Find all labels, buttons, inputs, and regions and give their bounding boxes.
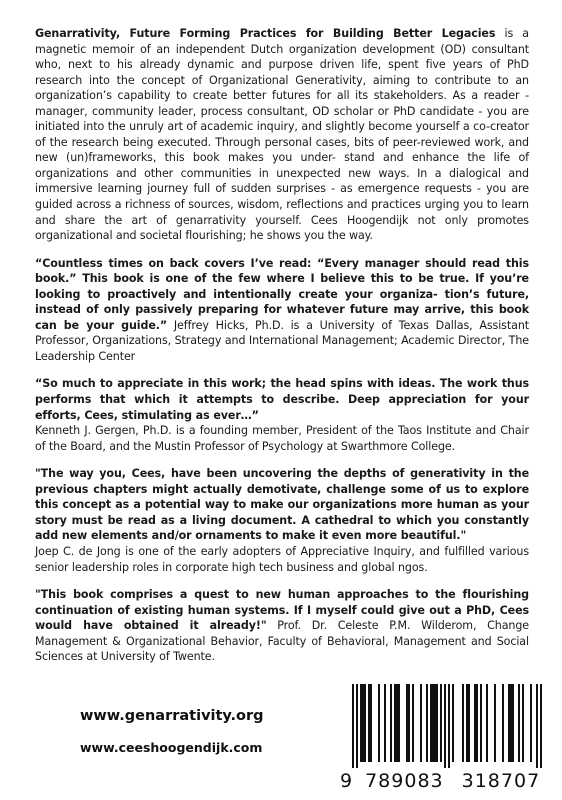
barcode-bar xyxy=(474,684,476,762)
barcode-bar xyxy=(476,684,478,762)
blurb-quote: "This book comprises a quest to new human approaches to the flourishing continuation of existing human systems. If I myself could give out a PhD, Cees would have obtained it already!" xyxy=(35,588,529,633)
barcode-bar xyxy=(522,684,524,762)
barcode-bar xyxy=(370,684,372,762)
barcode-bar xyxy=(356,684,358,768)
blurb-attribution: Prof. Dr. Celeste P.M. Wilderom, Change Management & Organizational Behavior, Faculty of Behavioral, Management and Social Sciences at University of Twente. xyxy=(35,619,529,664)
barcode-bar xyxy=(512,684,514,762)
barcode-bar xyxy=(406,684,408,762)
barcode-bar xyxy=(452,684,454,762)
barcode-bar xyxy=(448,684,450,768)
isbn-number xyxy=(340,770,560,792)
barcode-bar xyxy=(440,684,442,762)
isbn-group-2: 318707 xyxy=(461,770,541,792)
barcode-bar xyxy=(462,684,464,762)
blurb-attribution: Kenneth J. Gergen, Ph.D. is a founding member, President of the Taos Institute and Chair of the Board, and the Mustin Professor of Psychology at Swarthmore College. xyxy=(35,424,529,453)
barcode-bar xyxy=(530,684,532,762)
barcode-bar xyxy=(518,684,520,762)
intro-text: is a magnetic memoir of an independent Dutch organization development (OD) consultant who, next to his already dynamic and purpose driven life, spent five years of PhD research into the concept of Organizational Generativity, aiming to contribute to an organization’s capability to create better futures for all its stakeholders. As a reader - manager, community leader, process consultant, OD scholar or PhD candidate - you are initiated into the unruly art of academic inquiry, and slightly become yourself a co-creator of the research being executed. Through personal cases, bits of peer-reviewed work, and new (un)frameworks, this book makes you under- stand and enhance the life of organizations and other communities in unexpected new ways. In a dialogical and immersive learning journey full of sudden surprises - as emergence requests - you are guided across a richness of sources, wisdom, reflections and practices urging you to learn and share the art of genarrativity yourself. Cees Hoogendijk not only promotes organizational and societal flourishing; he shows you the way. xyxy=(35,27,529,243)
barcode-bar xyxy=(396,684,398,762)
barcode-bar xyxy=(360,684,362,762)
barcode-bar xyxy=(468,684,470,762)
barcode-bar xyxy=(502,684,504,762)
author-website-link[interactable]: www.ceeshoogendijk.com xyxy=(80,740,263,755)
barcode-bar xyxy=(432,684,434,762)
website-link[interactable]: www.genarrativity.org xyxy=(80,708,264,724)
blurb-dejong xyxy=(35,466,529,575)
barcode-bar xyxy=(364,684,366,762)
barcode-bar xyxy=(398,684,400,762)
barcode-bar xyxy=(412,684,414,762)
book-title: Genarrativity, Future Forming Practices for Building Better Legacies xyxy=(35,27,496,40)
barcode-bar xyxy=(394,684,396,762)
barcode-bar xyxy=(426,684,428,762)
blurb-wilderom xyxy=(35,587,529,665)
isbn-group-1: 789083 xyxy=(365,770,444,792)
blurb-attribution: Joep C. de Jong is one of the early adopters of Appreciative Inquiry, and fulfilled various senior leadership roles in corporate high tech business and global ngos. xyxy=(35,544,529,574)
barcode-bar xyxy=(466,684,468,762)
intro-paragraph xyxy=(35,26,529,244)
barcode-bar xyxy=(352,684,354,768)
barcode-bars xyxy=(338,684,560,768)
barcode-bar xyxy=(390,684,392,762)
barcode-bar xyxy=(384,684,386,762)
barcode-bar xyxy=(486,684,488,762)
barcode-bar xyxy=(420,684,422,762)
blurb-quote: “Countless times on back covers I’ve read: “Every manager should read this book.” This book is one of the few where I believe this to be true. If you’re looking to proactively and intentionally create your organiza- tion’s future, instead of only passively preparing for whatever future may arrive, this book can be your guide.” xyxy=(35,256,529,332)
isbn-lead-digit: 9 xyxy=(340,770,354,792)
barcode-bar xyxy=(536,684,538,768)
barcode-bar xyxy=(434,684,436,762)
barcode-bar xyxy=(408,684,410,762)
blurb-gergen xyxy=(35,376,529,454)
barcode-bar xyxy=(508,684,510,762)
barcode-bar xyxy=(368,684,370,762)
barcode-bar xyxy=(430,684,432,762)
barcode-bar xyxy=(444,684,446,768)
blurb-quote: “So much to appreciate in this work; the head spins with ideas. The work thus performs that which it attempts to describe. Deep appreciation for your efforts, Cees, stimulating as ever…” xyxy=(35,377,529,422)
barcode-bar xyxy=(510,684,512,762)
barcode-bar xyxy=(494,684,496,762)
barcode-bar xyxy=(540,684,542,768)
blurb-quote: "The way you, Cees, have been uncovering the depths of generativity in the previous chapters might actually demotivate, challenge some of us to explore this concept as a potential way to make our organizations more human as your story must be read as a living document. A cathedral to which you constantly add new elements and/or ornaments to make it even more beautiful." xyxy=(35,467,529,543)
barcode-bar xyxy=(362,684,364,762)
blurb-hicks xyxy=(35,256,529,365)
barcode-bar xyxy=(480,684,482,762)
blurb-attribution: Jeffrey Hicks, Ph.D. is a University of Texas Dallas, Assistant Professor, Organizations, Strategy and International Management; Academic Director, The Leadership Center xyxy=(35,318,529,363)
barcode-bar xyxy=(378,684,380,762)
barcode-bar xyxy=(436,684,438,762)
back-cover-text xyxy=(35,26,529,677)
